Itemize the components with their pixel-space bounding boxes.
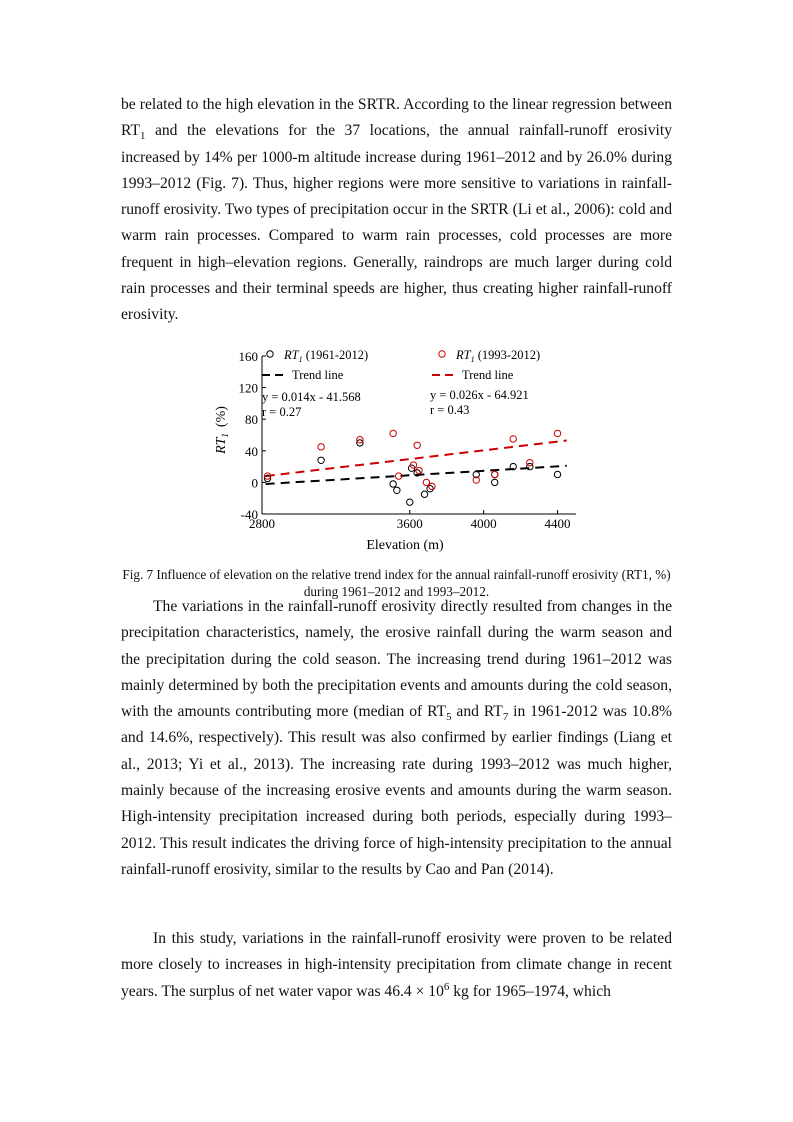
legend-black-label: $RT_1$ (1961-2012): [284, 348, 369, 364]
x-tick-label: 2800: [249, 516, 275, 531]
paragraph-3: In this study, variations in the rainfall-runoff erosivity were proven to be related more closely to increases in high-intensity precipitation from climate change in recent years. The surplus of net water vapor was $46.4 \times 10^6$ kg for 1965–1974, which: [121, 930, 672, 1000]
chart-points: [264, 430, 560, 505]
data-point-1: [423, 479, 429, 485]
data-point-0: [394, 487, 400, 493]
data-point-1: [390, 430, 396, 436]
y-tick-label: 0: [251, 475, 258, 491]
figure-caption: Fig. 7 Influence of elevation on the relative trend index for the annual rainfall-runoff erosivity (RT1, %) during 1961–2012 and 1993–2012.: [122, 567, 671, 599]
chart-trend-lines: [266, 441, 567, 484]
chart-legend: [262, 348, 540, 419]
red-correlation: r = 0.43: [430, 403, 470, 417]
y-tick-label: 80: [245, 412, 258, 428]
black-correlation: r = 0.27: [262, 405, 302, 419]
x-tick-label: 4000: [470, 516, 497, 531]
chart-ticks: [239, 349, 571, 531]
data-point-1: [527, 459, 533, 465]
x-tick-label: 4400: [544, 516, 571, 531]
figure-7: [200, 342, 600, 562]
x-axis-label: Elevation (m): [366, 538, 444, 553]
legend-red-marker: [439, 351, 445, 357]
data-point-1: [318, 444, 324, 450]
data-point-1: [492, 471, 498, 477]
y-tick-label: 40: [245, 443, 258, 459]
y-axis-label: $RT_1(\%)$: [214, 406, 230, 454]
data-point-0: [421, 491, 427, 497]
data-point-0: [407, 499, 413, 505]
y-tick-label: 120: [238, 380, 258, 396]
data-point-1: [554, 430, 560, 436]
legend-black-marker: [267, 351, 273, 357]
data-point-1: [414, 442, 420, 448]
y-tick-label: -40: [240, 507, 258, 522]
legend-black-trend-label: Trend line: [292, 368, 344, 382]
y-tick-label: 160: [238, 349, 258, 364]
data-point-0: [492, 479, 498, 485]
scatter-chart: [200, 342, 600, 562]
paragraph-1: be related to the high elevation in the SRTR. According to the linear regression between $RT_1$ and the elevations for the 37 locations, the annual rainfall-runoff erosivity increased by 14% per 1000-m altitude increase during 1961–2012 and by 26.0% during 1993–2012 (Fig. 7). Thus, higher regions were more sensitive to variations in rainfall-runoff erosivity. Two types of precipitation occur in the SRTR (Li et al., 2006): cold and warm rain processes. Compared to warm rain processes, cold processes are more frequent in high–elevation regions. Generally, raindrops are much larger during cold rain processes and their terminal speeds are higher, thus creating higher rainfall-runoff erosivity.: [121, 96, 672, 324]
red-regression-equation: y = 0.026x - 64.921: [430, 388, 529, 402]
data-point-0: [318, 457, 324, 463]
data-point-1: [510, 436, 516, 442]
black-regression-equation: y = 0.014x - 41.568: [262, 390, 361, 404]
data-point-0: [390, 481, 396, 487]
x-tick-label: 3600: [396, 516, 423, 531]
data-point-0: [554, 471, 560, 477]
paragraph-2: The variations in the rainfall-runoff erosivity directly resulted from changes in the precipitation characteristics, namely, the erosive rainfall during the warm season and the precipitation during the cold season. The increasing trend during 1961–2012 was mainly determined by both the precipitation events and amounts during the cold season, with the amounts contributing more (median of $RT_5$ and $RT_7$ in 1961-2012 was 10.8% and 14.6%, respectively). This result was also confirmed by earlier findings (Liang et al., 2013; Yi et al., 2013). The increasing rate during 1993–2012 was much higher, mainly because of the increasing erosive events and amounts during the warm season. High-intensity precipitation increased during both periods, especially during 1993–2012. This result indicates the driving force of high-intensity precipitation to the annual rainfall-runoff erosivity, similar to the results by Cao and Pan (2014).: [121, 598, 672, 878]
legend-red-label: $RT_1$ (1993-2012): [456, 348, 541, 364]
legend-red-trend-label: Trend line: [462, 368, 514, 382]
